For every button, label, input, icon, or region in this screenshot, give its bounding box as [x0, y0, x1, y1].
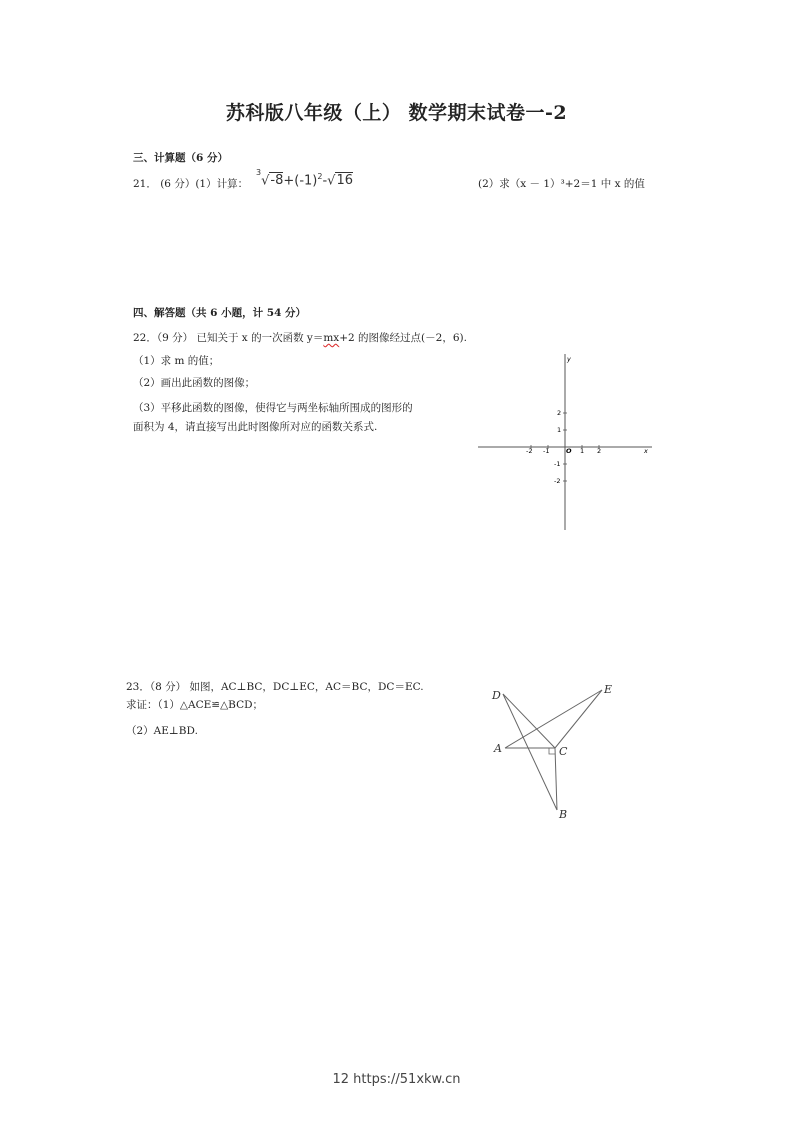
page-footer: 12 https://51xkw.cn [332, 1072, 461, 1087]
point-label-e: E [604, 683, 613, 696]
right-angle-mark [549, 748, 555, 754]
expr-minus: - [322, 173, 328, 189]
expr-mid: +(-1) [283, 173, 318, 189]
q21-prefix: 21． (6 分）(1）计算： [133, 178, 249, 190]
q22-stem [133, 330, 467, 345]
origin-label: O [566, 447, 572, 455]
point-label-c: C [559, 745, 568, 758]
segment-ce [555, 690, 602, 748]
x-tick-label: -2 [526, 447, 533, 455]
q23-prove: 求证：（1）△ACE≌△BCD； [126, 699, 264, 711]
segment-dc [503, 694, 555, 748]
q21-expression [256, 168, 353, 189]
q23-part2: （2）AE⊥BD. [126, 725, 198, 737]
y-tick-label: 2 [557, 409, 562, 417]
segment-ae [505, 690, 602, 748]
x-axis-label: x [644, 447, 648, 455]
section-3-heading: 三、计算题（6 分） [133, 152, 228, 164]
cube-root-index: 3 [256, 168, 262, 177]
y-tick-label: -2 [554, 477, 561, 485]
y-tick-label: -1 [554, 460, 561, 468]
point-label-b: B [559, 808, 568, 821]
q22-part3-line2: 面积为 4，请直接写出此时图像所对应的函数关系式. [133, 421, 378, 433]
q22-stem-mx: mx [323, 332, 340, 344]
x-tick-label: 1 [580, 447, 585, 455]
q22-stem-a: 22．（9 分） 已知关于 x 的一次函数 y＝ [133, 332, 324, 344]
point-label-d: D [492, 689, 501, 702]
radical-sign: √ [261, 173, 270, 189]
y-axis-label: y [567, 355, 571, 363]
x-tick-label: 2 [597, 447, 602, 455]
geometry-figure [488, 680, 628, 825]
y-tick-label: 1 [557, 426, 562, 434]
q22-part1: （1）求 m 的值； [133, 355, 220, 367]
section-4-heading: 四、解答题（共 6 小题，计 54 分） [133, 307, 307, 319]
expr-power: 2 [317, 172, 323, 181]
q21-part2: (2）求（x － 1）³+2＝1 中 x 的值 [478, 178, 645, 190]
q23-stem: 23．（8 分） 如图，AC⊥BC，DC⊥EC，AC＝BC，DC＝EC. [126, 681, 424, 693]
sqrt-radicand: 16 [336, 173, 353, 189]
q22-stem-b: +2 的图像经过点(－2，6). [339, 332, 467, 344]
segment-cb [555, 748, 557, 810]
point-label-a: A [494, 742, 502, 755]
radical-sign: √ [327, 173, 336, 189]
x-tick-label: -1 [543, 447, 550, 455]
page-title: 苏科版八年级（上） 数学期末试卷一-2 [225, 102, 568, 124]
cube-radicand: -8 [270, 173, 284, 189]
q22-part3-line1: （3）平移此函数的图像，使得它与两坐标轴所围成的图形的 [133, 402, 413, 414]
coordinate-axes [470, 350, 660, 535]
q22-part2: （2）画出此函数的图像； [133, 377, 256, 389]
